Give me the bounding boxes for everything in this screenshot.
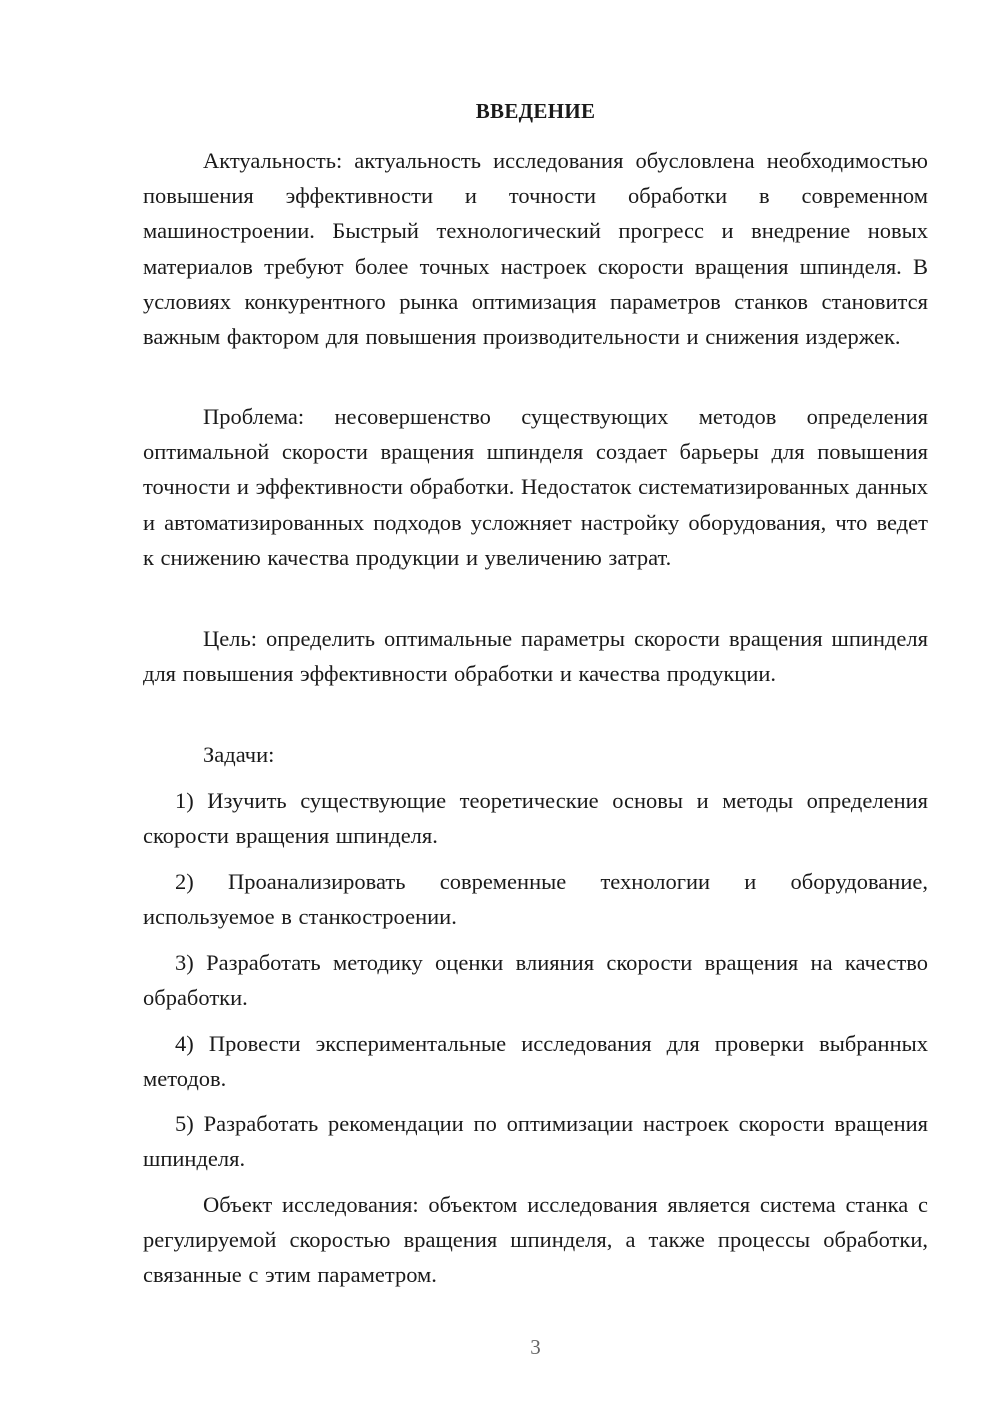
section-title: ВВЕДЕНИЕ <box>475 99 596 123</box>
task-item-4: 4) Провести экспериментальные исследования для проверки выбранных методов. <box>143 1031 928 1092</box>
task-item-5: 5) Разработать рекомендации по оптимизации настроек скорости вращения шпинделя. <box>143 1111 928 1172</box>
page-number: 3 <box>530 1335 541 1359</box>
document-page <box>143 0 928 1414</box>
task-item-2: 2) Проанализировать современные технологии и оборудование, используемое в станкостроении. <box>143 869 928 930</box>
paragraph-problem: Проблема: несовершенство существующих методов определения оптимальной скорости вращения шпинделя создает барьеры для повышения точности и эффективности обработки. Недостаток систематизированных данных и автоматизированных подходов усложняет настройку оборудования, что ведет к снижению качества продукции и увеличению затрат. <box>143 404 928 570</box>
paragraph-relevance: Актуальность: актуальность исследования обусловлена необходимостью повышения эффективности и точности обработки в современном машиностроении. Быстрый технологический прогресс и внедрение новых материалов требуют более точных настроек скорости вращения шпинделя. В условиях конкурентного рынка оптимизация параметров станков становится важным фактором для повышения производительности и снижения издержек. <box>143 148 928 350</box>
tasks-heading: Задачи: <box>203 742 275 767</box>
task-item-3: 3) Разработать методику оценки влияния скорости вращения на качество обработки. <box>143 950 928 1011</box>
paragraph-object: Объект исследования: объектом исследования является система станка с регулируемой скоростью вращения шпинделя, а также процессы обработки, связанные с этим параметром. <box>143 1192 928 1288</box>
task-item-1: 1) Изучить существующие теоретические основы и методы определения скорости вращения шпинделя. <box>143 788 928 849</box>
paragraph-goal: Цель: определить оптимальные параметры скорости вращения шпинделя для повышения эффективности обработки и качества продукции. <box>143 626 928 687</box>
